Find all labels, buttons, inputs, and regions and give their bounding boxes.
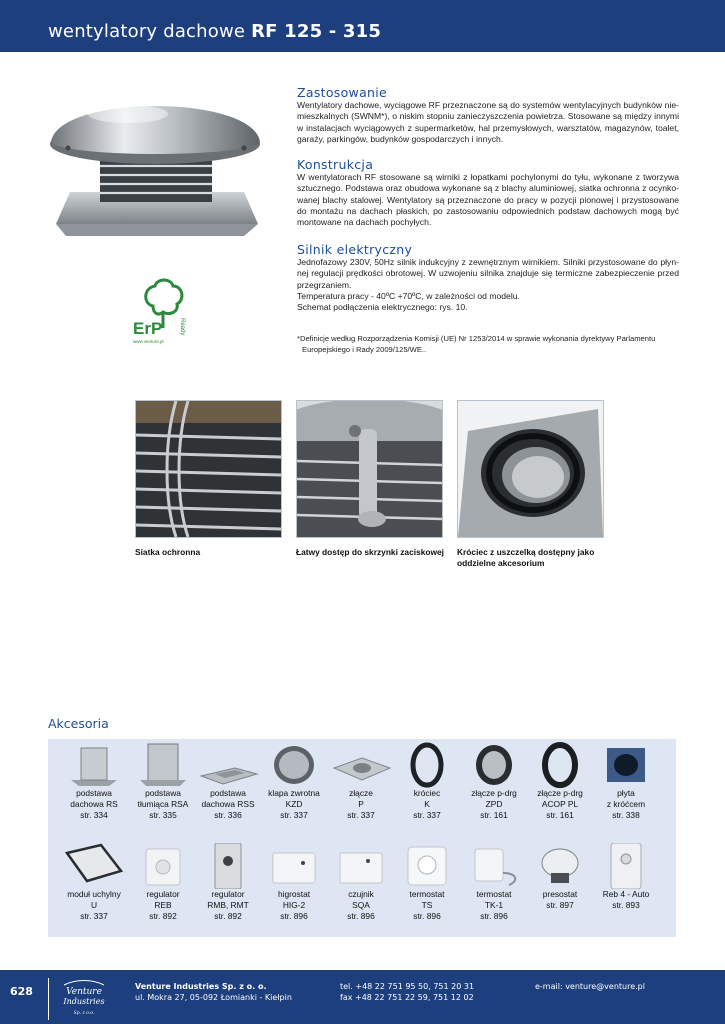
svg-text:Industries: Industries xyxy=(63,997,105,1006)
temperature-text: Temperatura pracy - 40ºC +70ºC, w zależności od modelu. xyxy=(297,290,520,301)
reb4-auto-icon xyxy=(593,843,659,889)
svg-text:Ready: Ready xyxy=(179,318,185,336)
tilt-module-icon xyxy=(61,843,127,889)
sensor-sqa-icon xyxy=(328,843,394,889)
accessory-krociec: króciec K str. 337 xyxy=(394,742,460,821)
svg-text:Venture: Venture xyxy=(66,987,102,997)
footer-company: Venture Industries Sp. z o. o. xyxy=(135,982,267,991)
photo-grille xyxy=(135,400,282,538)
section-text-konstrukcja: W wentylatorach RF stosowane są wirniki z łopatkami pochylonymi do tyłu, wykonane z tworzywa sztucznego. Podstawa oraz obudowa wykonane są z blachy aluminiowej, siatka ochronna z ocynko-wanej blachy stalowej. Wentylatory są przeznaczone do pracy w pozycji pionowej i przystosowane do montażu na dachach płaskich, po zastosowaniu odpowiednich podstaw dachowych mogą być montowane na dachach pochyłych. xyxy=(297,172,679,228)
roof-fan-image xyxy=(48,84,263,244)
thermostat-ts-icon xyxy=(394,843,460,889)
accessory-modul-uchylny: moduł uchylny U str. 337 xyxy=(61,843,127,922)
regulator-reb-icon xyxy=(130,843,196,889)
spigot-icon xyxy=(394,742,460,788)
accessory-zlacze-zpd: złącze p-drg ZPD str. 161 xyxy=(461,742,527,821)
acop-connector-icon xyxy=(527,742,593,788)
section-zastosowanie xyxy=(297,85,679,145)
svg-text:ErP: ErP xyxy=(133,319,163,338)
page-number: 628 xyxy=(10,985,33,998)
check-valve-icon xyxy=(261,742,327,788)
accessory-plyta: płyta z króćcem str. 338 xyxy=(593,742,659,821)
page-title: wentylatory dachowe RF 125 - 315 xyxy=(48,21,382,42)
accessory-termostat-ts: termostat TS str. 896 xyxy=(394,843,460,922)
erp-ready-badge xyxy=(131,276,191,348)
caption-terminal-box: Łatwy dostęp do skrzynki zaciskowej xyxy=(296,547,445,557)
footer-email[interactable]: e-mail: venture@venture.pl xyxy=(535,982,645,991)
accessory-czujnik: czujnik SQA str. 896 xyxy=(328,843,394,922)
accessory-zlacze: złącze P str. 337 xyxy=(328,742,394,821)
footer-fax: fax +48 22 751 22 59, 751 12 02 xyxy=(340,993,474,1002)
accessory-regulator-rmb: regulator RMB, RMT str. 892 xyxy=(195,843,261,922)
svg-text:www.venture.pl: www.venture.pl xyxy=(133,339,164,344)
section-konstrukcja xyxy=(297,157,679,228)
anti-vibration-connector-icon xyxy=(461,742,527,788)
photo-spigot xyxy=(457,400,604,538)
footer-phone: tel. +48 22 751 95 50, 751 20 31 xyxy=(340,982,475,991)
accessory-termostat-tk1: termostat TK-1 str. 896 xyxy=(461,843,527,922)
photo-terminal-box xyxy=(296,400,443,538)
section-title-zastosowanie: Zastosowanie xyxy=(297,85,388,100)
connector-icon xyxy=(328,742,394,788)
accessories-title: Akcesoria xyxy=(48,716,109,731)
accessory-klapa-zwrotna: klapa zwrotna KZD str. 337 xyxy=(261,742,327,821)
accessory-zlacze-acop: złącze p-drg ACOP PL str. 161 xyxy=(527,742,593,821)
accessory-regulator-reb: regulator REB str. 892 xyxy=(130,843,196,922)
accessory-higrostat: higrostat HIG-2 str. 896 xyxy=(261,843,327,922)
section-text-zastosowanie: Wentylatory dachowe, wyciągowe RF przeznaczone są do systemów wentylacyjnych budynków nie-mieszkalnych (SWNM*), o niskim stopniu zanieczyszczenia powietrza. Stosowane są między innymi w instalacjach wyciągowych z supermarketów, hal przemysłowych, warsztatów, magazynów, toalet, garaży, parkingów, budynków gospodarczych i innych. xyxy=(297,100,679,144)
footer-address: ul. Mokra 27, 05-092 Łomianki - Kiełpin xyxy=(135,993,292,1002)
regulator-rmb-icon xyxy=(195,843,261,889)
pressure-switch-icon xyxy=(527,843,593,889)
base-rsa-icon xyxy=(130,742,196,788)
accessory-reb4-auto: Reb 4 - Auto str. 893 xyxy=(593,843,659,911)
accessory-podstawa-rs: podstawa dachowa RS str. 334 xyxy=(61,742,127,821)
accessory-presostat: presostat str. 897 xyxy=(527,843,593,911)
base-rss-icon xyxy=(195,742,261,788)
section-title-konstrukcja: Konstrukcja xyxy=(297,157,374,172)
hygrostat-icon xyxy=(261,843,327,889)
section-title-silnik: Silnik elektryczny xyxy=(297,242,413,257)
footer-divider xyxy=(48,978,49,1020)
caption-spigot: Króciec z uszczelką dostępny jako oddzielne akcesorium xyxy=(457,547,595,568)
base-rs-icon xyxy=(61,742,127,788)
schema-text: Schemat podłączenia elektrycznego: rys. 10. xyxy=(297,302,468,313)
venture-logo xyxy=(58,977,110,1019)
footnote: *Definicje według Rozporządzenia Komisji (UE) Nr 1253/2014 w sprawie wykonania dyrektywy Parlamentu Europejskiego i Rady 2009/125/WE.. xyxy=(297,334,656,354)
thermostat-tk1-icon xyxy=(461,843,527,889)
plate-spigot-icon xyxy=(593,742,659,788)
section-text-silnik: Jednofazowy 230V, 50Hz silnik indukcyjny z zewnętrznym wirnikiem. Silniki przystosowane do płyn-nej regulacji prędkości obrotowej. W uzwojeniu silnika znajduje się termiczne zabezpieczenie przed przegrzaniem. xyxy=(297,257,679,290)
caption-grille: Siatka ochronna xyxy=(135,547,201,557)
section-silnik xyxy=(297,242,679,313)
accessory-podstawa-rss: podstawa dachowa RSS str. 336 xyxy=(195,742,261,821)
svg-text:Sp. z o.o.: Sp. z o.o. xyxy=(73,1011,95,1016)
accessory-podstawa-rsa: podstawa tłumiąca RSA str. 335 xyxy=(130,742,196,821)
